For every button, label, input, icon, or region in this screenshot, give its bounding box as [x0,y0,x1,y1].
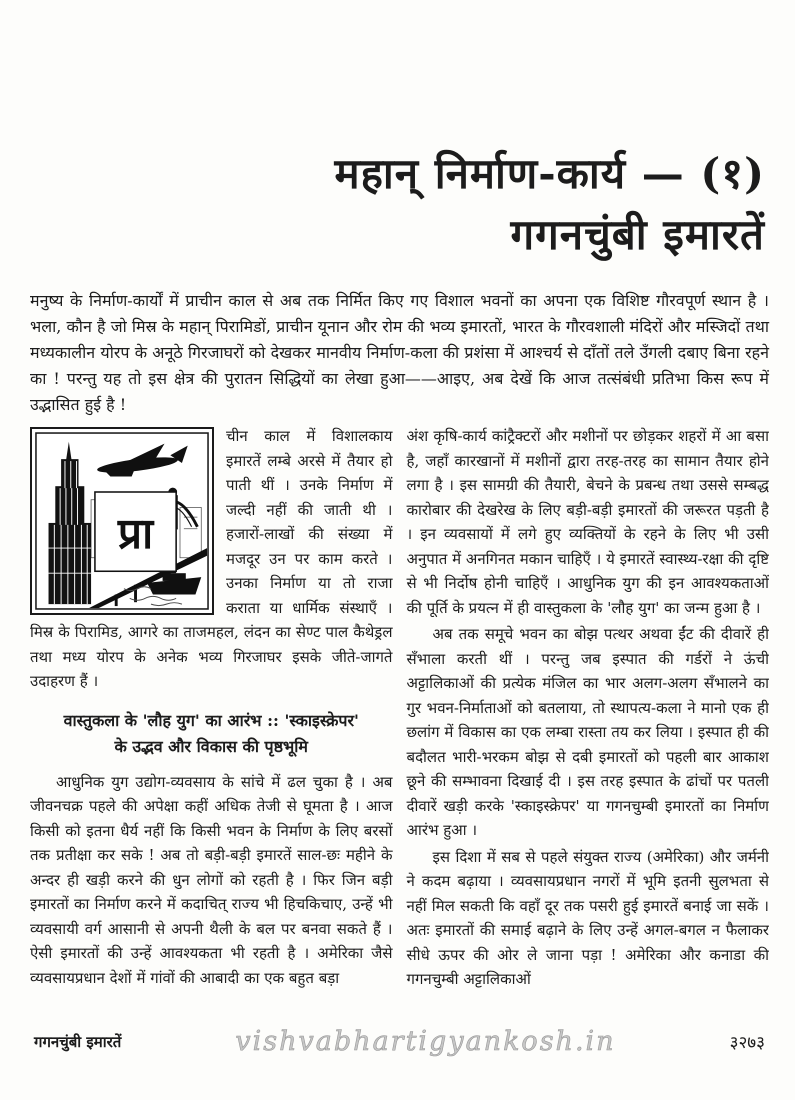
section-heading [30,708,393,760]
left-paragraph-1: चीन काल में विशालकाय इमारतें लम्बे अरसे में तैयार हो पाती थीं । उनके निर्माण में जल्दी नहीं की जाती थी । हजारों-लाखों की संख्या में मजदूर उन पर काम करते । उनका निर्माण या तो राजा कराता या धार्मिक संस्थाएँ । मिस्र के पिरामिड, आगरे का ताजमहल, लंदन का सेण्ट पाल कैथेड्रल तथा मध्य योरप के अनेक भव्य गिरजाघर इसके जीते-जागते उदाहरण हैं । [30,427,393,690]
article-title [40,148,765,260]
section-heading-line2: के उद्भव और विकास की पृष्ठभूमि [114,736,309,756]
left-column [30,424,393,1028]
right-column [407,424,770,1028]
left-paragraph-2: आधुनिक युग उद्योग-व्यवसाय के सांचे में ढल चुका है । अब जीवनचक्र पहले की अपेक्षा कहीं अधिक तेजी से घूमता है । आज किसी को इतना धैर्य नहीं कि किसी भवन के निर्माण के लिए बरसों तक प्रतीक्षा कर सके ! अब तो बड़ी-बड़ी इमारतें साल-छः महीने के अन्दर ही खड़ी करने की धुन लोगों को रहती है । फिर जिन बड़ी इमारतों का निर्माण करने में कदाचित् राज्य भी हिचकिचाए, उन्हें भी व्यवसायी वर्ग आसानी से अपनी थैली के बल पर बनवा सकते हैं । ऐसी इमारतों की उन्हें आवश्यकता भी रहती है । अमेरिका जैसे व्यवसायप्रधान देशों में गांवों की आबादी का एक बहुत बड़ा [30,772,393,987]
chapter-illustration [30,427,214,615]
intro-paragraph: मनुष्य के निर्माण-कार्यों में प्राचीन काल से अब तक निर्मित किए गए विशाल भवनों का अपना एक विशिष्ट गौरवपूर्ण स्थान है । भला, कौन है जो मिस्र के महान् पिरामिडों, प्राचीन यूनान और रोम की भव्य इमारतों, भारत के गौरवशाली मंदिरों और मस्जिदों तथा मध्यकालीन योरप के अनूठे गिरजाघरों को देखकर मानवीय निर्माण-कला की प्रशंसा में आश्चर्य से दाँतों तले उँगली दबाए बिना रहने का ! परन्तु यह तो इस क्षेत्र की पुरातन सिद्धियों का लेखा हुआ——आइए, अब देखें कि आज तत्संबंधी प्रतिभा किस रूप में उद्भासित हुई है ! [30,291,769,414]
dropcap-box [95,492,176,571]
right-paragraph-2: अब तक समूचे भवन का बोझ पत्थर अथवा ईंट की दीवारें ही सँभाला करती थीं । परन्तु जब इस्पात की गर्डरों ने ऊंची अट्टालिकाओं की प्रत्येक मंजिल का भार अलग-अलग सँभालने का गुर भवन-निर्माताओं को बतलाया, तो स्थापत्य-कला ने मानो एक ही छलांग में विकास का एक लम्बा रास्ता तय कर लिया । इस्पात ही की बदौलत भारी-भरकम बोझ से दबी इमारतों को पहली बार आकाश छूने की सम्भावना दिखाई दी । इस तरह इस्पात के ढांचों पर पतली दीवारें खड़ी करके 'स्काइस्क्रेपर' या गगनचुम्बी इमारतों का निर्माण आरंभ हुआ । [406,625,769,839]
article-title-line1: महान् निर्माण-कार्य — (१) [334,149,765,198]
page-number: ३२७३ [729,1033,765,1053]
right-paragraph-1: अंश कृषि-कार्य कांट्रैक्टरों और मशीनों पर छोड़कर शहरों में आ बसा है, जहाँ कारखानों में मशीनों द्वारा तरह-तरह का सामान तैयार होने लगा है । इस सामग्री की तैयारी, बेचने के प्रबन्ध तथा उससे सम्बद्ध कारोबार की देखरेख के लिए बड़ी-बड़ी इमारतों की जरूरत पड़ती है । इन व्यवसायों में लगे हुए व्यक्तियों के रहने के लिए भी उसी अनुपात में अनगिनत मकान चाहिएँ । ये इमारतें स्वास्थ्य-रक्षा की दृष्टि से भी निर्दोष होनी चाहिएँ । आधुनिक युग की इन आवश्यकताओं की पूर्ति के प्रयत्न में ही वास्तुकला के 'लौह युग' का जन्म हुआ है । [406,427,769,617]
two-column-body [30,424,769,1028]
site-watermark: vishvabhartigyankosh.in [235,1026,616,1057]
skyline-illustration [35,432,209,610]
page-footer [34,1026,765,1057]
section-heading-line1: वास्तुकला के 'लौह युग' का आरंभ :: 'स्काइस्क्रेपर' [63,710,359,730]
right-paragraph-3: इस दिशा में सब से पहले संयुक्त राज्य (अमेरिका) और जर्मनी ने कदम बढ़ाया । व्यवसायप्रधान नगरों में भूमि इतनी सुलभता से नहीं मिल सकती कि वहाँ दूर तक पसरी हुई इमारतें बनाई जा सकें । अतः इमारतों की समाई बढ़ाने के लिए उन्हें अगल-बगल न फैलाकर सीधे ऊपर की ओर ले जाना पड़ा ! अमेरिका और कनाडा की गगनचुम्बी अट्टालिकाओं [406,847,769,988]
dropcap-letter: प्रा [117,509,154,560]
article-title-line2: गगनचुंबी इमारतें [510,210,765,260]
running-title: गगनचुंबी इमारतें [34,1032,122,1051]
